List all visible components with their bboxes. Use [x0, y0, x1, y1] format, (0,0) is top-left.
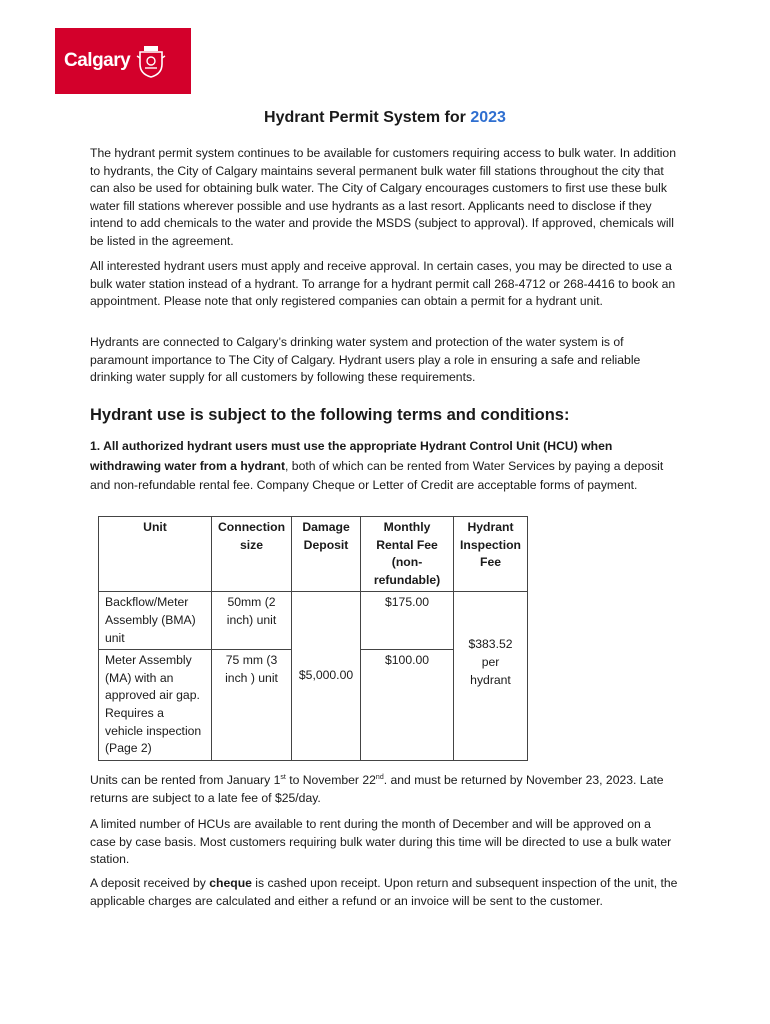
- title-text: Hydrant Permit System for: [264, 109, 466, 126]
- cell-unit: Backflow/Meter Assembly (BMA) unit: [99, 592, 212, 650]
- rental-text-b: to November 22: [285, 773, 376, 787]
- deposit-paragraph: [90, 875, 680, 910]
- terms-item-1-bold: 1. All authorized hydrant users must use the appropriate Hydrant Control Unit (HCU) when withdrawing water from a hydrant: [90, 439, 613, 473]
- cell-rental: $100.00: [361, 650, 454, 761]
- title-year: 2023: [470, 109, 506, 126]
- header-rental: Monthly Rental Fee (non-refundable): [361, 517, 454, 592]
- protection-paragraph: Hydrants are connected to Calgary’s drinking water system and protection of the water system is of paramount importance to The City of Calgary. Hydrant users play a role in ensuring a safe and reliable drinking water supply for all customers by following these requirements.: [90, 335, 641, 385]
- terms-item-1: [90, 437, 680, 496]
- cell-unit: Meter Assembly (MA) with an approved air gap. Requires a vehicle inspection (Page 2): [99, 650, 212, 761]
- terms-heading: Hydrant use is subject to the following terms and conditions:: [90, 406, 570, 424]
- header-unit: Unit: [99, 517, 212, 592]
- deposit-text-a: A deposit received by: [90, 876, 210, 890]
- logo-wordmark: Calgary: [64, 50, 131, 71]
- cell-connection: 50mm (2 inch) unit: [212, 592, 292, 650]
- intro-paragraph: The hydrant permit system continues to be available for customers requiring access to bulk water. In addition to hydrants, the City of Calgary maintains several permanent bulk water fill stations throughout the city that can also be used for obtaining bulk water. The City of Calgary encourages customers to first use these bulk water fill stations wherever possible and use hydrants as a last resort. Applicants need to disclose if they intend to add chemicals to the water and provide the MSDS (subject to approval). If approved, chemicals will be listed in the agreement.: [90, 146, 676, 248]
- table-header-row: [99, 517, 528, 592]
- rental-period-paragraph: [90, 772, 680, 807]
- december-paragraph: A limited number of HCUs are available to rent during the month of December and will be approved on a case by case basis. Most customers requiring bulk water during this time will be directed to use a bulk water station.: [90, 817, 672, 867]
- rental-sup-2: nd: [375, 773, 384, 781]
- calgary-logo: [55, 28, 191, 94]
- header-connection: Connection size: [212, 517, 292, 592]
- cell-deposit: $5,000.00: [292, 592, 361, 760]
- cell-rental: $175.00: [361, 592, 454, 650]
- city-crest-icon: [136, 44, 166, 78]
- deposit-text-b: is cashed upon receipt. Upon return and subsequent inspection of the unit, the applicable charges are calculated and either a refund or an invoice will be sent to the customer.: [90, 876, 678, 908]
- rental-text-c: . and must be returned by November 23, 2023. Late returns are subject to a late fee of $25/day.: [90, 773, 664, 805]
- cell-inspection: $383.52 per hydrant: [454, 592, 528, 760]
- terms-item-1-rest: , both of which can be rented from Water Services by paying a deposit and non-refundable rental fee. Company Cheque or Letter of Credit are acceptable forms of payment.: [90, 458, 664, 492]
- table-row: [99, 592, 528, 650]
- fee-table: [98, 516, 528, 761]
- deposit-text-bold: cheque: [209, 876, 252, 890]
- page-title: [90, 109, 680, 127]
- application-paragraph: All interested hydrant users must apply and receive approval. In certain cases, you may be directed to use a bulk water station instead of a hydrant. To arrange for a hydrant permit call 268-4712 or 268-4416 to book an appointment. Please note that only registered companies can obtain a permit for a hydrant unit.: [90, 259, 676, 309]
- header-deposit: Damage Deposit: [292, 517, 361, 592]
- rental-sup-1: st: [280, 773, 286, 781]
- header-inspection: Hydrant Inspection Fee: [454, 517, 528, 592]
- rental-text-a: Units can be rented from January 1: [90, 773, 281, 787]
- cell-connection: 75 mm (3 inch ) unit: [212, 650, 292, 761]
